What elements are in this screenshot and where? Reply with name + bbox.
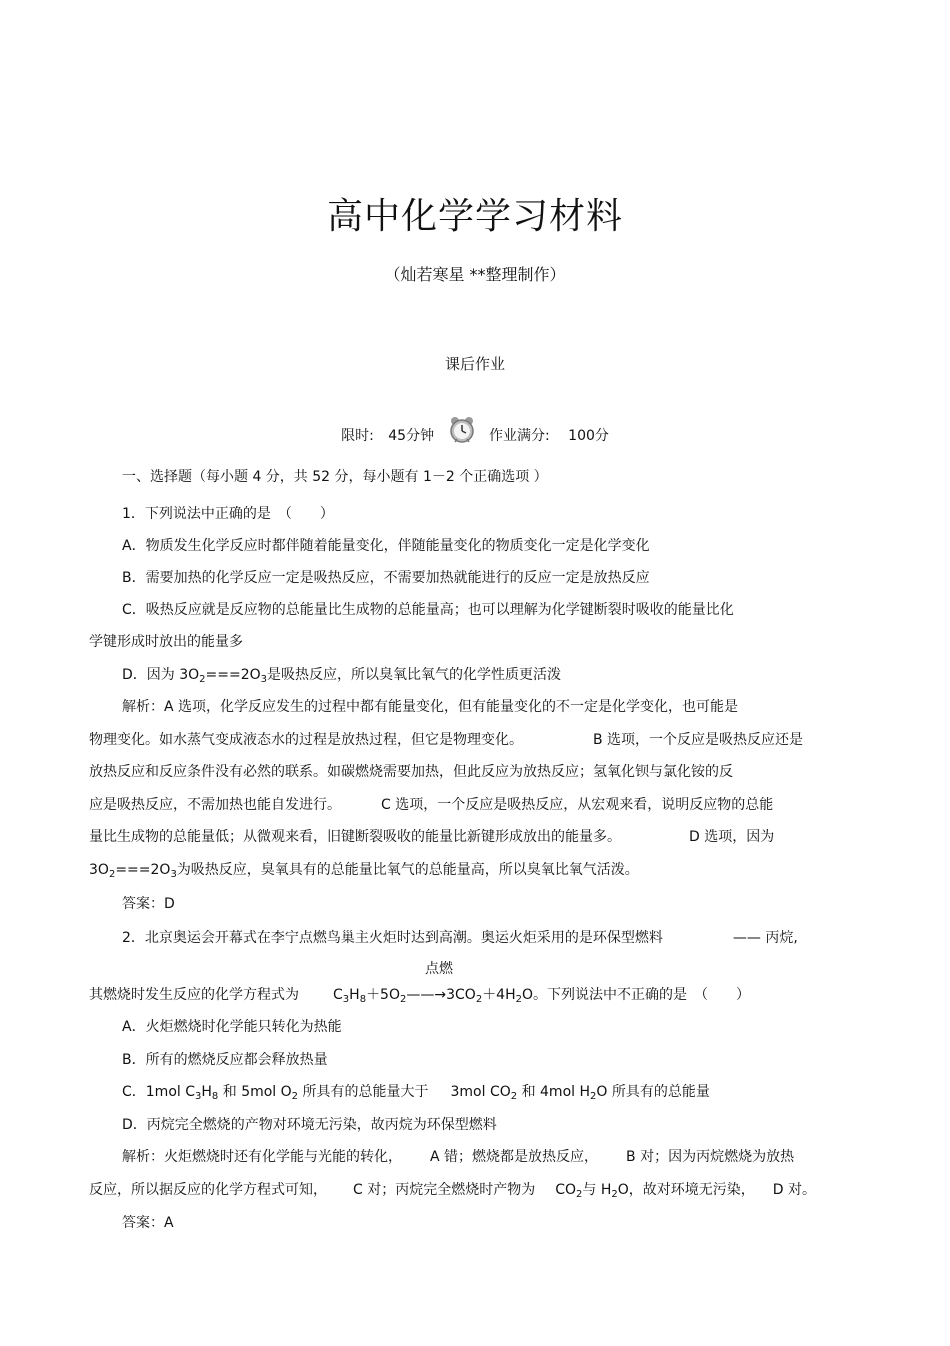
q1-d-text-pre: D．因为 3O	[122, 667, 200, 683]
q2-stem-line2	[89, 986, 750, 1004]
subscript: 2	[576, 1189, 583, 1200]
q1-d-text-mid: ===2O	[205, 667, 261, 683]
subscript: 2	[515, 994, 522, 1005]
q1-explain-2a: 物理变化。如水蒸气变成液态水的过程是放热过程，但它是物理变化。	[89, 732, 523, 748]
time-limit-label: 限时:	[341, 428, 374, 444]
q1-explain-4a: 应是吸热反应，不需加热也能自发进行。	[89, 797, 341, 813]
q1-option-c-line2: 学键形成时放出的能量多	[89, 634, 243, 650]
document-subtitle: （灿若寒星 **整理制作）	[384, 265, 566, 284]
q1-option-b: B．需要加热的化学反应一定是吸热反应，不需要加热就能进行的反应一定是放热反应	[122, 570, 650, 586]
q1-explain-line1: 解析：A 选项，化学反应发生的过程中都有能量变化，但有能量变化的不一定是化学变化，也可能是	[122, 699, 739, 715]
q2-explain-2f: D 对。	[772, 1182, 817, 1198]
q2-c-h: H	[201, 1084, 212, 1100]
q2-answer: 答案：A	[122, 1215, 174, 1231]
q2-option-d: D．丙烷完全燃烧的产物对环境无污染，故丙烷为环保型燃料	[122, 1117, 497, 1133]
q1-option-d	[122, 666, 561, 684]
q1-explain-line6	[89, 861, 639, 879]
subscript: 2	[510, 1091, 518, 1102]
subscript: 2	[590, 1091, 597, 1102]
subscript: 8	[211, 1091, 219, 1102]
time-limit-line	[0, 421, 950, 451]
subscript: 8	[359, 994, 367, 1005]
equation-h2o: ＋4H	[482, 987, 516, 1003]
q2-option-a: A．火炬燃烧时化学能只转化为热能	[122, 1019, 342, 1035]
q2-c-h2o: 和 4mol H	[521, 1084, 591, 1100]
equation-c: C	[333, 987, 343, 1003]
q2-c-o2: 和 5mol O	[222, 1084, 292, 1100]
document-title: 高中化学学习材料	[326, 196, 623, 237]
time-limit-value: 45分钟	[388, 428, 435, 444]
q2-explain-h2o: 与 H	[582, 1182, 612, 1198]
q2-stem-2a: 其燃烧时发生反应的化学方程式为	[89, 987, 299, 1003]
subscript: 3	[342, 994, 350, 1005]
q2-explain-1a: 解析：火炬燃烧时还有化学能与光能的转化，	[122, 1149, 402, 1165]
score-label: 作业满分:	[489, 428, 550, 444]
q1-explain-line3: 放热反应和反应条件没有必然的联系。如碳燃烧需要加热，但此反应为放热反应；氢氧化钡与氯化铵的反	[89, 764, 733, 780]
equation-o: ＋5O	[366, 987, 400, 1003]
alarm-clock-icon	[447, 415, 477, 445]
reaction-condition: 点燃	[425, 961, 453, 977]
equation-h: H	[349, 987, 360, 1003]
q2-c-compare: 所具有的总能量大于	[302, 1084, 429, 1100]
q1-explain-5b: D 选项，因为	[689, 829, 775, 845]
q1-explain-5a: 量比生成物的总能量低；从微观来看，旧键断裂吸收的能量比新键形成放出的能量多。	[89, 829, 621, 845]
subscript: 3	[170, 869, 177, 880]
q2-explain-1c: B 对；因为丙烷燃烧为放热	[626, 1149, 795, 1165]
subscript: 2	[400, 994, 407, 1005]
q2-option-c	[122, 1083, 710, 1101]
subscript: 3	[195, 1091, 202, 1102]
q2-stem-end: O。下列说法中不正确的是 （ ）	[522, 987, 751, 1003]
section-title: 课后作业	[444, 355, 505, 373]
q2-explain-line2	[89, 1181, 816, 1199]
q2-c-co2: 3mol CO	[450, 1084, 511, 1100]
q2-stem-1a: 2．北京奥运会开幕式在李宁点燃鸟巢主火炬时达到高潮。奥运火炬采用的是环保型燃料	[122, 930, 663, 946]
q1-explain-2b: B 选项，一个反应是吸热反应还是	[593, 732, 804, 748]
q1-explain-line4	[89, 796, 773, 814]
q2-option-b: B．所有的燃烧反应都会释放热量	[122, 1052, 328, 1068]
q1-explain-6-mid: ===2O	[115, 862, 171, 878]
q2-explain-1b: A 错；燃烧都是放热反应，	[430, 1149, 599, 1165]
subscript: 2	[108, 869, 116, 880]
equation-co2: 3CO	[446, 987, 476, 1003]
q1-explain-line5	[89, 828, 774, 846]
q1-explain-line2	[89, 731, 803, 749]
subscript: 2	[291, 1091, 299, 1102]
q1-option-c-line1: C．吸热反应就是反应物的总能量比生成物的总能量高；也可以理解为化学键断裂时吸收的能量比化	[122, 602, 734, 618]
q2-stem-1b: —— 丙烷,	[732, 930, 798, 946]
q2-c-pre: C．1mol C	[122, 1084, 196, 1100]
q1-explain-6-post: 为吸热反应，臭氧具有的总能量比氧气的总能量高，所以臭氧比氧气活泼。	[176, 862, 639, 878]
q1-d-text-post: 是吸热反应，所以臭氧比氧气的化学性质更活泼	[267, 667, 562, 683]
subscript: 2	[199, 674, 206, 685]
q2-explain-2b: C 对；丙烷完全燃烧时产物为	[353, 1182, 536, 1198]
q1-explain-4b: C 选项，一个反应是吸热反应，从宏观来看，说明反应物的总能	[381, 797, 774, 813]
q2-stem-line1	[122, 929, 798, 947]
subscript: 2	[475, 994, 483, 1005]
q1-stem: 1．下列说法中正确的是 （ ）	[122, 506, 334, 522]
q1-explain-6-pre: 3O	[89, 862, 109, 878]
part-heading: 一、选择题（每小题 4 分，共 52 分，每小题有 1－2 个正确选项 ）	[122, 469, 548, 485]
subscript: 2	[611, 1189, 618, 1200]
q1-option-a: A．物质发生化学反应时都伴随着能量变化，伴随能量变化的物质变化一定是化学变化	[122, 538, 650, 554]
q2-c-end: O 所具有的总能量	[596, 1084, 710, 1100]
q2-explain-2a: 反应，所以据反应的化学方程式可知，	[89, 1182, 327, 1198]
subscript: 3	[260, 674, 268, 685]
score-value: 100分	[568, 428, 609, 444]
q2-explain-line1	[122, 1148, 794, 1166]
q2-explain-co2: CO	[555, 1182, 577, 1198]
q1-answer: 答案：D	[122, 896, 175, 912]
q2-explain-2e: O，故对环境无污染，	[617, 1182, 755, 1198]
reaction-arrow: ——→	[406, 987, 447, 1003]
